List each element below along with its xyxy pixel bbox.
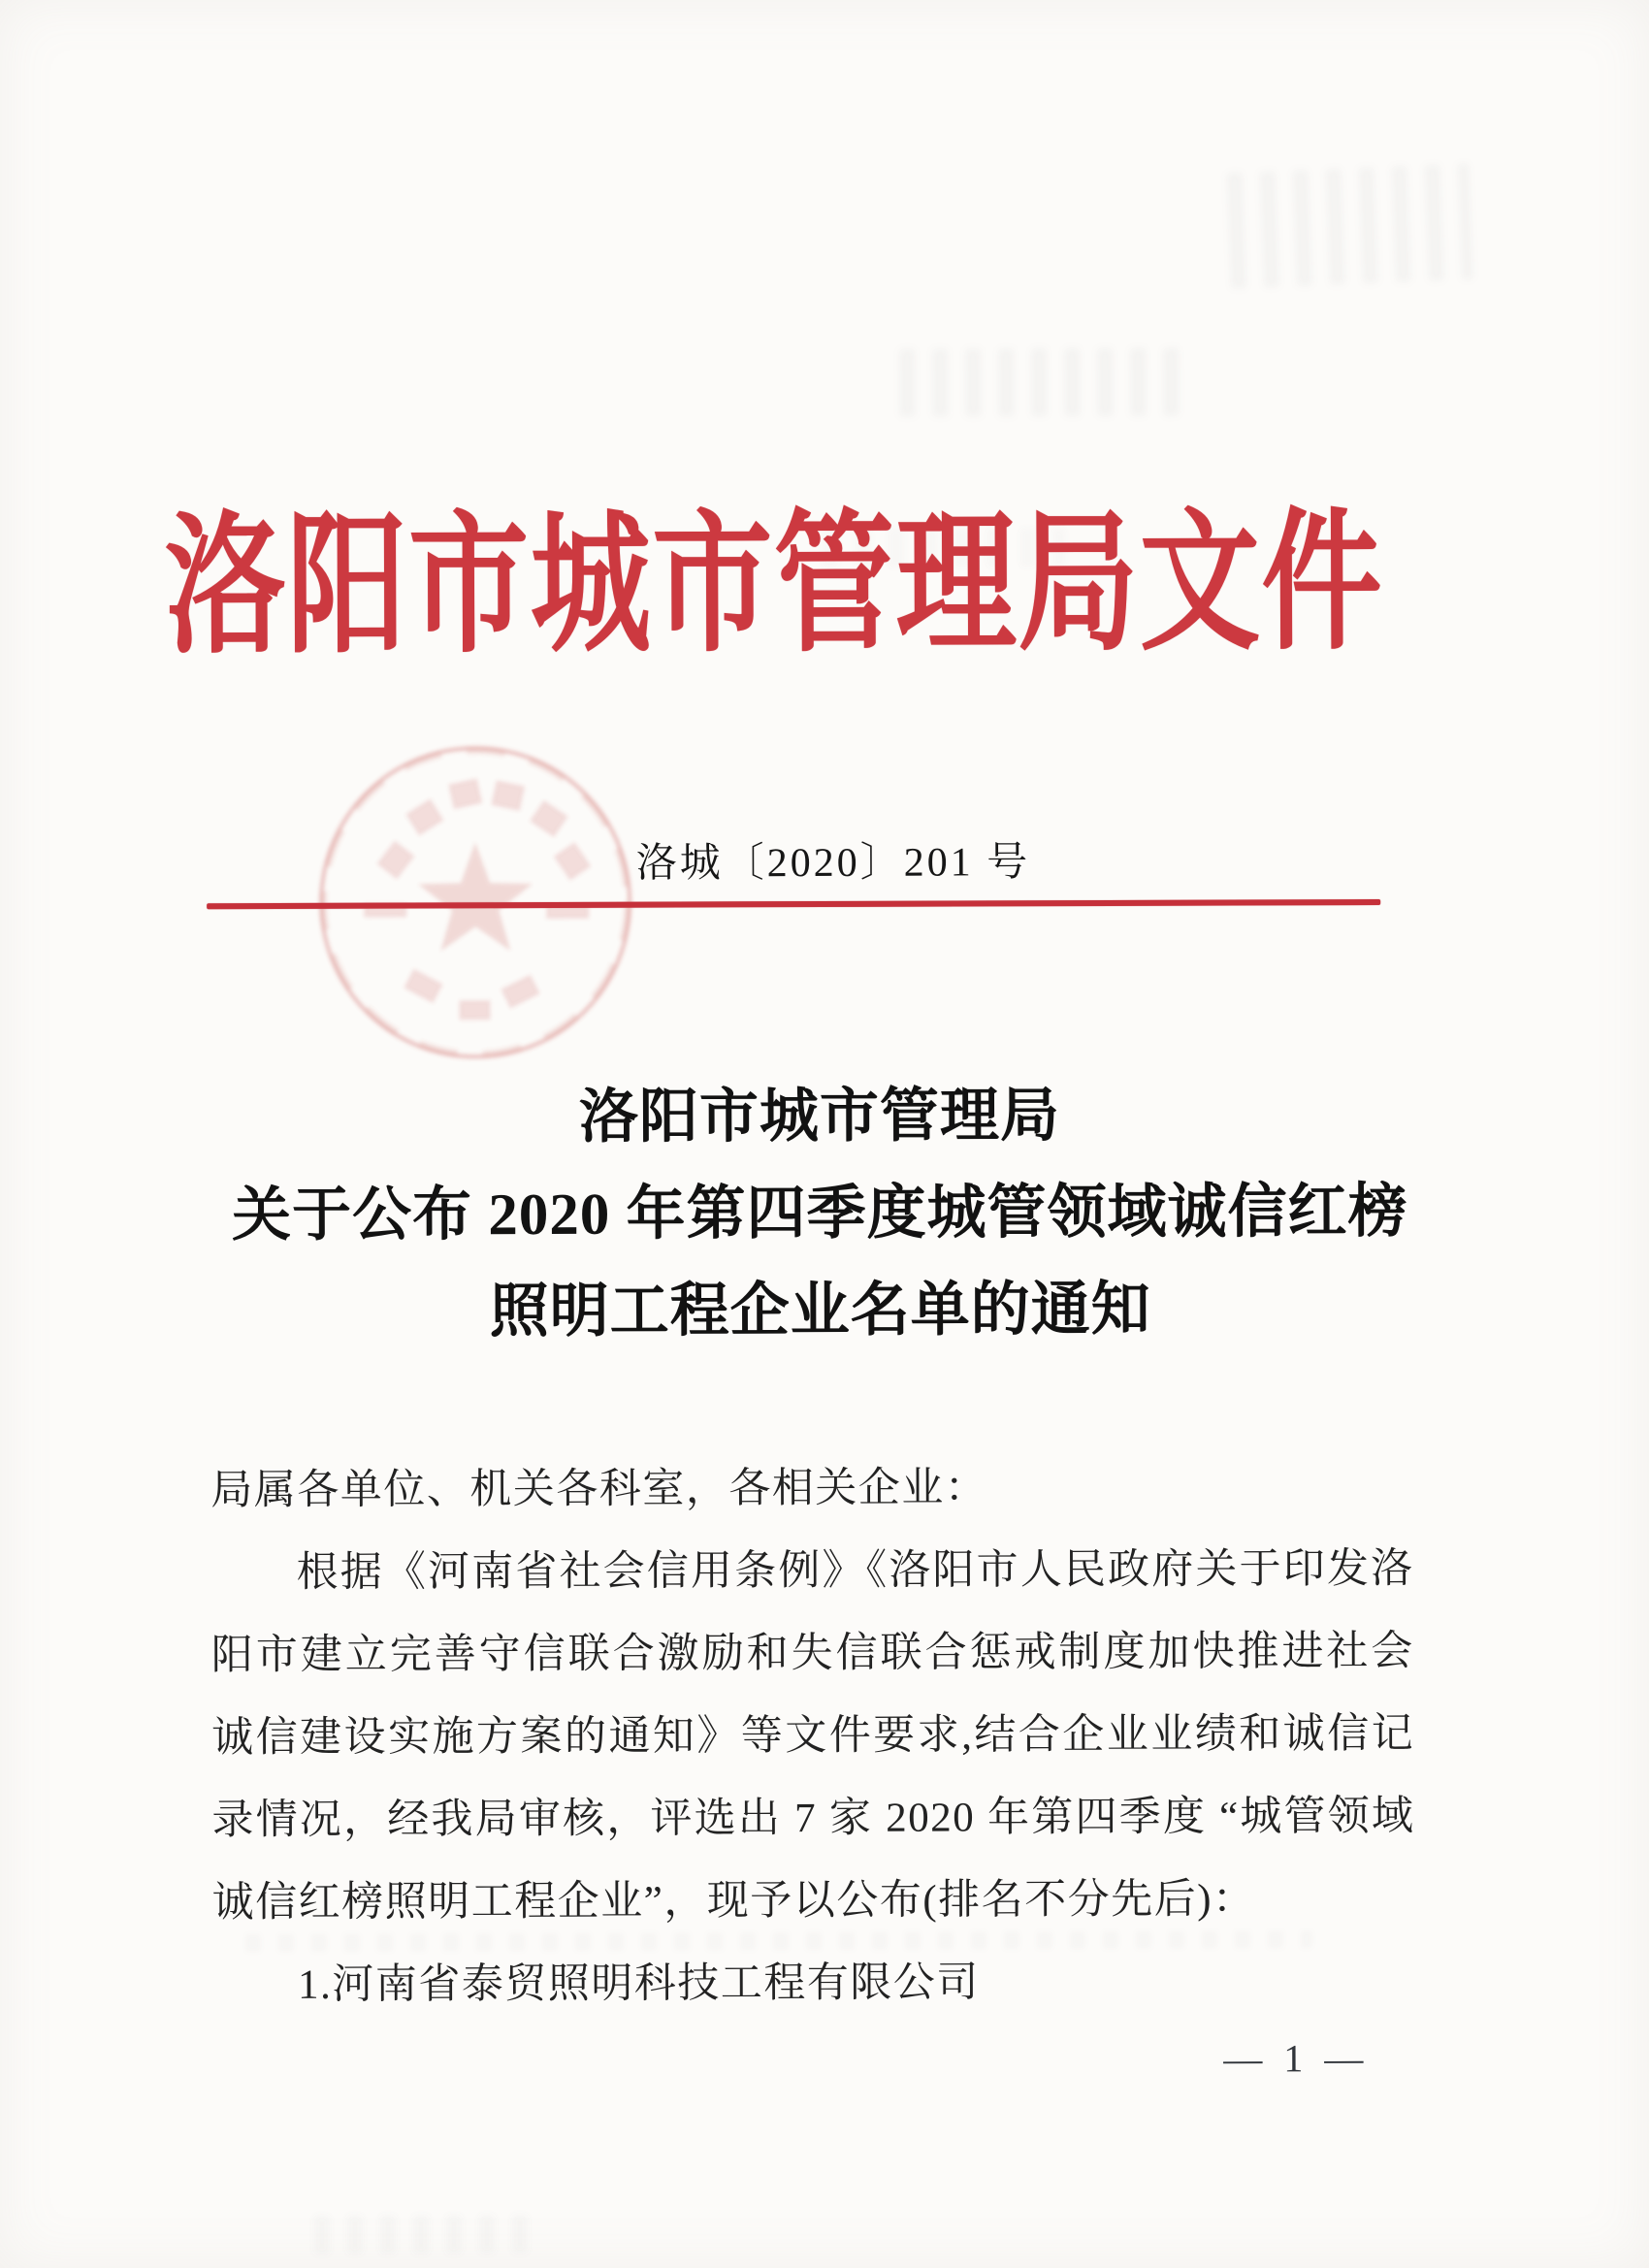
bleed-through-artifact [314, 2215, 528, 2254]
salutation-line: 局属各单位、机关各科室，各相关企业： [210, 1465, 988, 1514]
title-line-2: 关于公布 2020 年第四季度城管领域诚信红榜 [231, 1179, 1408, 1249]
letterhead-title [0, 498, 1550, 673]
doc-number: 洛城〔2020〕201 号 [635, 840, 1031, 887]
body-line: 诚信红榜照明工程企业”，现予以公布(排名不分先后)： [211, 1876, 1256, 1927]
title-line-1: 洛阳市城市管理局 [578, 1084, 1061, 1150]
body-line: 阳市建立完善守信联合激励和失信联合惩戒制度加快推进社会 [210, 1628, 1414, 1679]
body-line: 根据《河南省社会信用条例》《洛阳市人民政府关于印发洛 [296, 1545, 1414, 1596]
body-line: 1.河南省泰贸照明科技工程有限公司 [297, 1960, 980, 2008]
bleed-through-artifact [899, 348, 1180, 417]
bleed-through-artifact [1227, 163, 1473, 289]
document-title [0, 1066, 1640, 1363]
seal-text-smudges [364, 778, 592, 1021]
page-number: — 1 — [1223, 2036, 1370, 2081]
red-divider-line [207, 899, 1380, 909]
letterhead-title-text: 洛阳市城市管理局文件 [164, 498, 1384, 672]
body-text [210, 1445, 1415, 2026]
body-line: 录情况，经我局审核，评选出 7 家 2020 年第四季度 “城管领域 [211, 1793, 1415, 1844]
body-line: 诚信建设实施方案的通知》等文件要求,结合企业业绩和诚信记 [211, 1710, 1415, 1762]
title-line-3: 照明工程企业名单的通知 [489, 1277, 1151, 1345]
